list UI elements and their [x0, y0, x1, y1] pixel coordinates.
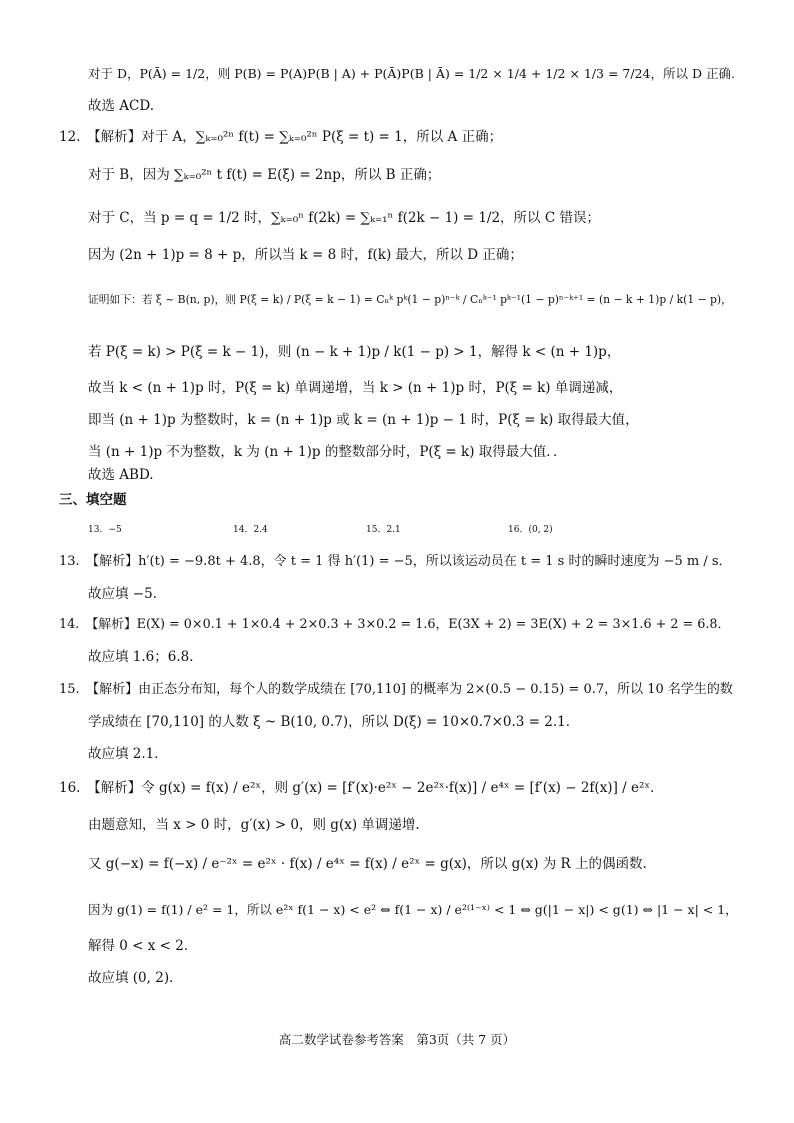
- text-line: 又 g(−x) = f(−x) / e⁻²ˣ = e²ˣ · f(x) / e⁴ˣ = f(x) / e²ˣ = g(x)，所以 g(x) 为 R 上的偶函数.: [88, 856, 647, 872]
- text-line: 13. 【解析】h′(t) = −9.8t + 4.8，令 t = 1 得 h′(1) = −5，所以该运动员在 t = 1 s 时的瞬时速度为 −5 m / s．: [59, 554, 732, 569]
- text-line: 16. 【解析】令 g(x) = f(x) / e²ˣ，则 g′(x) = [f′(x)·e²ˣ − 2e²ˣ·f(x)] / e⁴ˣ = [f′(x) − 2f(x)] / e²ˣ．: [59, 780, 664, 796]
- text-line: 14. 【解析】E(X) = 0×0.1 + 1×0.4 + 2×0.3 + 3×0.2 = 1.6，E(3X + 2) = 3E(X) + 2 = 3×1.6 + 2 = 6.8．: [59, 617, 731, 632]
- text-line: 故选 ABD.: [88, 467, 154, 483]
- text-line: 对于 C，当 p = q = 1/2 时，∑ₖ₌₀ⁿ f(2k) = ∑ₖ₌₁ⁿ f(2k − 1) = 1/2，所以 C 错误；: [88, 210, 600, 226]
- text-line: 因为 g(1) = f(1) / e² = 1，所以 e²ˣ f(1 − x) < e² ⇔ f(1 − x) / e²⁽¹⁻ˣ⁾ < 1 ⇔ g(|1 − x|) < g(1) ⇔ |1 − x| < 1，: [88, 902, 738, 917]
- text-line: 若 P(ξ = k) > P(ξ = k − 1)，则 (n − k + 1)p / k(1 − p) > 1，解得 k < (n + 1)p，: [88, 344, 621, 360]
- text-line: 15. 【解析】由正态分布知，每个人的数学成绩在 [70,110] 的概率为 2×(0.5 − 0.15) = 0.7，所以 10 名学生的数: [59, 682, 733, 697]
- text-line: 12. 【解析】对于 A，∑ₖ₌₀²ⁿ f(t) = ∑ₖ₌₀²ⁿ P(ξ = t) = 1，所以 A 正确；: [59, 129, 503, 145]
- text-line: 故应填 1.6；6.8．: [88, 649, 203, 665]
- answer-13: 13．−5: [88, 525, 122, 535]
- text-line: 即当 (n + 1)p 为整数时，k = (n + 1)p 或 k = (n + 1)p − 1 时，P(ξ = k) 取得最大值，: [88, 412, 639, 428]
- answer-14: 14．2.4: [233, 525, 268, 535]
- answer-15: 15．2.1: [366, 525, 401, 535]
- text-line: 证明如下：若 ξ ~ B(n, p)，则 P(ξ = k) / P(ξ = k − 1) = Cₙᵏ pᵏ(1 − p)ⁿ⁻ᵏ / Cₙᵏ⁻¹ pᵏ⁻¹(1 − p)ⁿ⁻ᵏ⁺¹ = (n − k + 1)p / k(1 − p)，: [88, 293, 732, 306]
- text-line: 故当 k < (n + 1)p 时，P(ξ = k) 单调递增，当 k > (n + 1)p 时，P(ξ = k) 单调递减，: [88, 380, 623, 396]
- text-line: 对于 B，因为 ∑ₖ₌₀²ⁿ t f(t) = E(ξ) = 2np，所以 B 正确；: [88, 167, 441, 183]
- text-line: 因为 (2n + 1)p = 8 + p，所以当 k = 8 时，f(k) 最大，所以 D 正确；: [88, 247, 523, 263]
- page-footer: 高二数学试卷参考答案 第3页（共 7 页）: [278, 1032, 516, 1047]
- text-line: 由题意知，当 x > 0 时，g′(x) > 0，则 g(x) 单调递增.: [88, 817, 420, 833]
- section-title: 三、填空题: [59, 492, 127, 508]
- text-line: 学成绩在 [70,110] 的人数 ξ ~ B(10, 0.7)，所以 D(ξ) = 10×0.7×0.3 = 2.1．: [88, 714, 580, 730]
- text-line: 故应填 2.1．: [88, 746, 168, 762]
- text-line: 对于 D，P(Ā) = 1/2，则 P(B) = P(A)P(B | A) + P(Ā)P(B | Ā) = 1/2 × 1/4 + 1/2 × 1/3 = 7/24，所以 D 正确.: [88, 66, 735, 81]
- text-line: 故应填 (0, 2)．: [88, 970, 183, 986]
- text-line: 解得 0 < x < 2．: [88, 938, 198, 954]
- text-line: 当 (n + 1)p 不为整数，k 为 (n + 1)p 的整数部分时，P(ξ = k) 取得最大值．．: [88, 444, 567, 460]
- text-line: 故选 ACD.: [88, 98, 155, 114]
- text-line: 故应填 −5．: [88, 586, 167, 602]
- answer-16: 16．(0, 2): [508, 525, 553, 535]
